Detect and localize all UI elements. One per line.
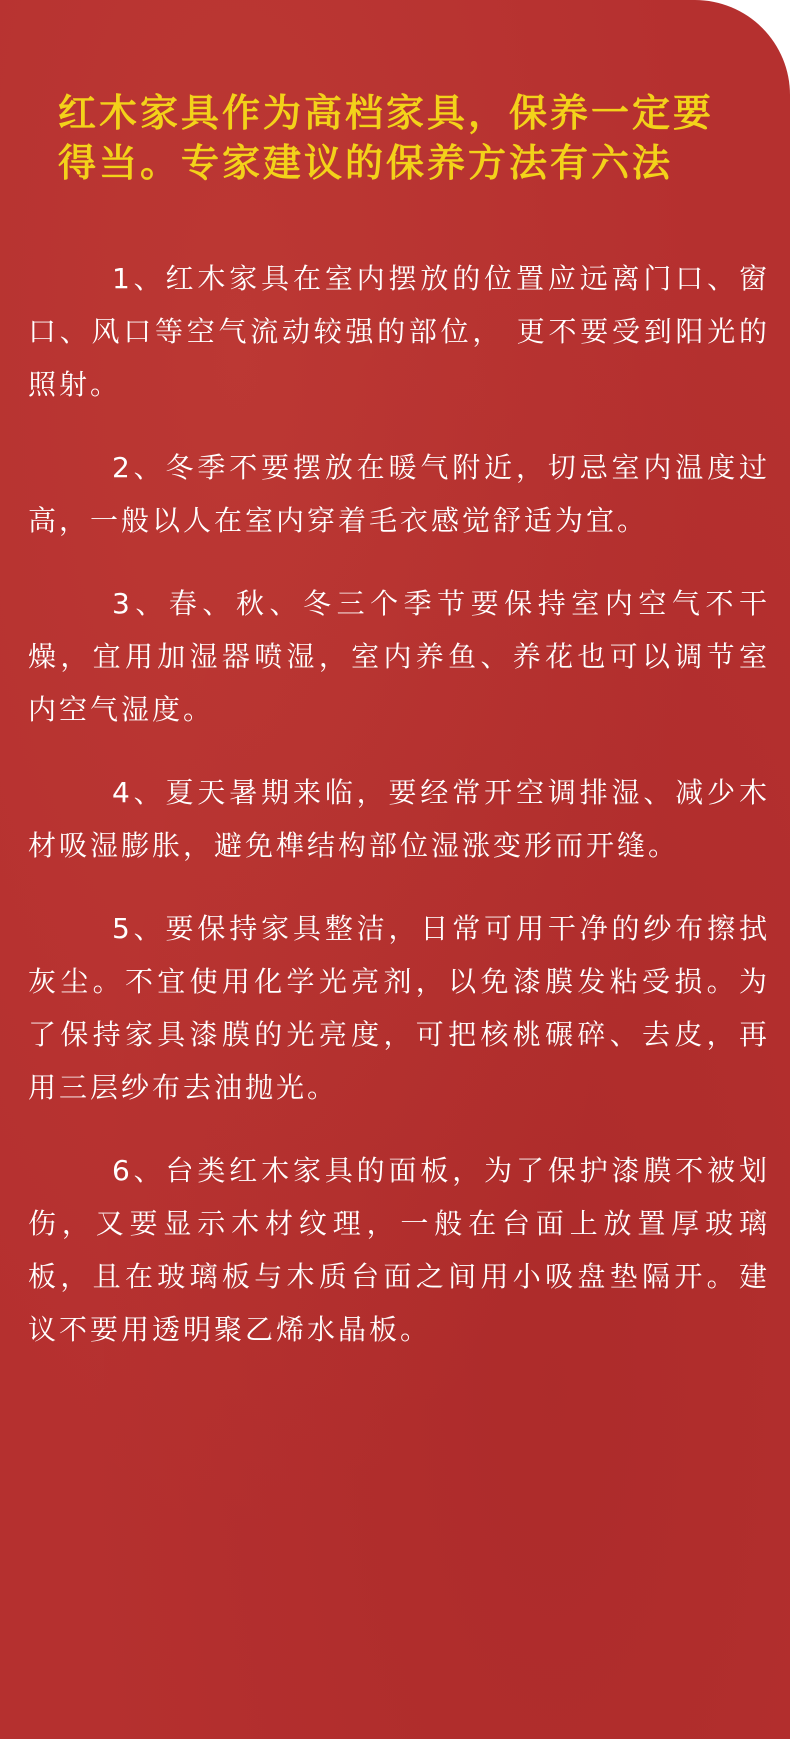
care-tips <box>28 252 770 1386</box>
tip-1: 1、红木家具在室内摆放的位置应远离门口、窗口、风口等空气流动较强的部位， 更不要受到阳光的照射。 <box>28 262 770 401</box>
tip-5: 5、要保持家具整洁，日常可用干净的纱布擦拭灰尘。不宜使用化学光亮剂，以免漆膜发粘受损。为了保持家具漆膜的光亮度，可把核桃碾碎、去皮，再用三层纱布去油抛光。 <box>28 912 770 1104</box>
tip-3: 3、春、秋、冬三个季节要保持室内空气不干燥，宜用加湿器喷湿，室内养鱼、养花也可以调节室内空气湿度。 <box>28 587 770 726</box>
title-line-1: 红木家具作为高档家具，保养一定要 <box>58 91 715 135</box>
page-title <box>58 88 758 188</box>
tip-6: 6、台类红木家具的面板，为了保护漆膜不被划伤，又要显示木材纹理，一般在台面上放置厚玻璃板，且在玻璃板与木质台面之间用小吸盘垫隔开。建议不要用透明聚乙烯水晶板。 <box>28 1154 770 1346</box>
tip-4: 4、夏天暑期来临，要经常开空调排湿、减少木材吸湿膨胀，避免榫结构部位湿涨变形而开缝。 <box>28 776 770 862</box>
title-line-2: 得当。专家建议的保养方法有六法 <box>58 141 674 185</box>
tip-2: 2、冬季不要摆放在暖气附近，切忌室内温度过高，一般以人在室内穿着毛衣感觉舒适为宜。 <box>28 451 770 537</box>
